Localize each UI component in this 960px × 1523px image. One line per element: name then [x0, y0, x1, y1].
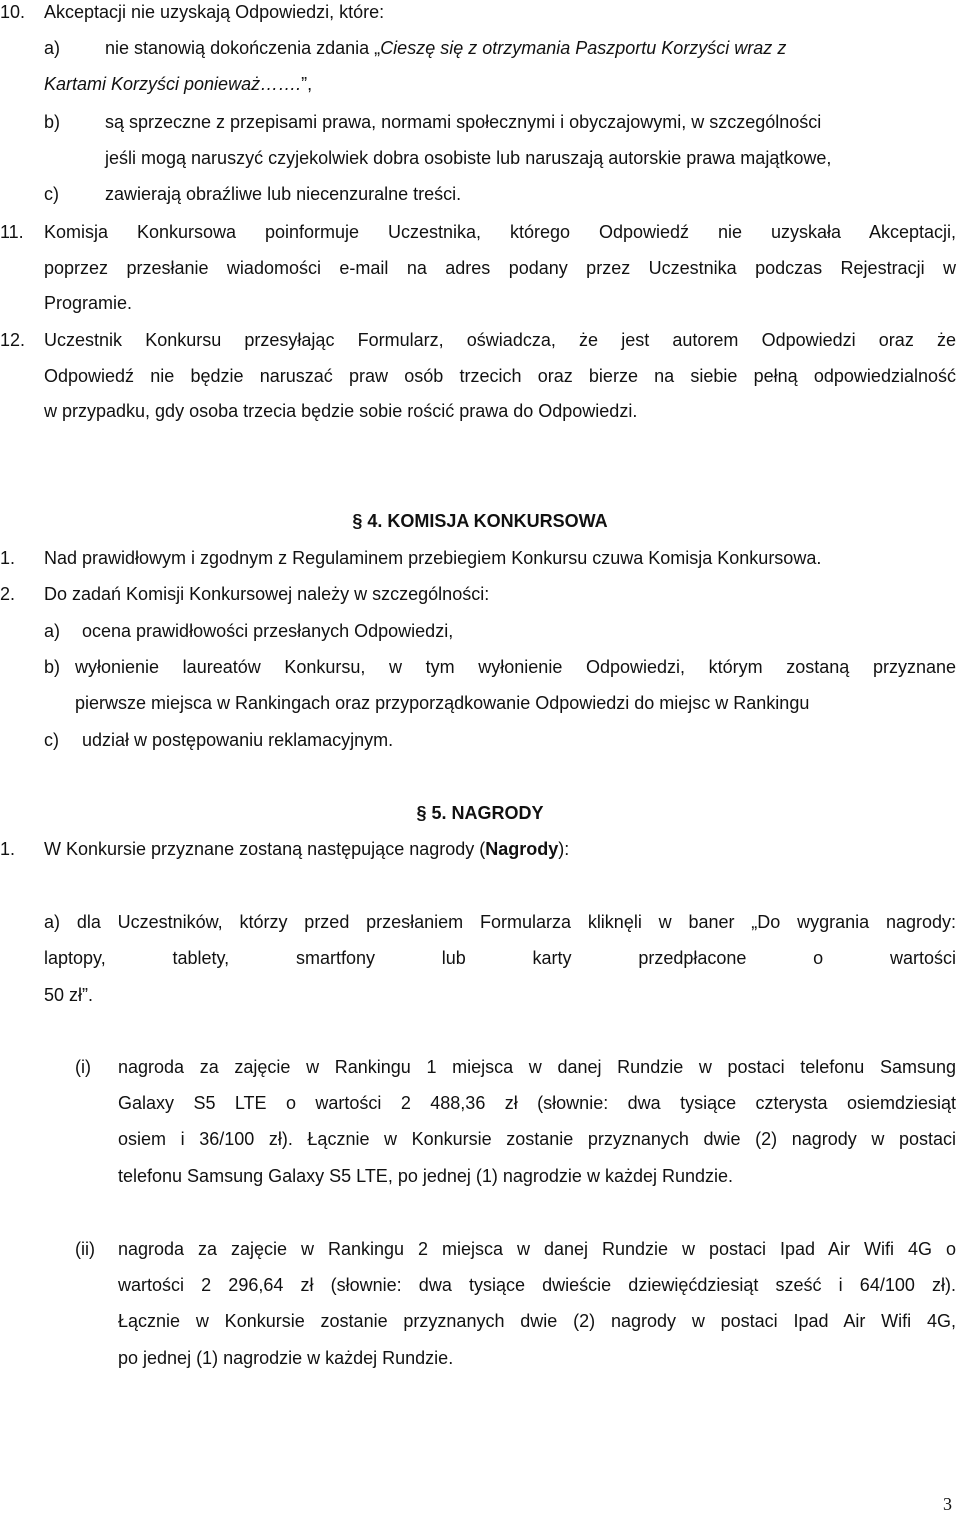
list-label: b) — [44, 112, 61, 132]
item-number: 10. — [0, 2, 26, 22]
list-item-text: ocena prawidłowości przesłanych Odpowiedzi, — [82, 621, 454, 641]
list-label: (i) — [75, 1057, 91, 1077]
item-number: 2. — [0, 584, 16, 604]
list-label: c) — [44, 184, 59, 204]
item-number: 12. — [0, 330, 26, 350]
list-item-text: zawierają obraźliwe lub niecenzuralne treści. — [105, 184, 462, 204]
item-text-cont: Odpowiedź nie będzie naruszać praw osób trzecich oraz bierze na siebie pełną odpowiedzialność — [44, 366, 956, 386]
item-number: 11. — [0, 222, 24, 242]
list-item-text: nie stanowią dokończenia zdania „Cieszę się z otrzymania Paszportu Korzyści wraz z — [105, 38, 787, 58]
item-text: Do zadań Komisji Konkursowej należy w szczególności: — [44, 584, 490, 604]
item-text: Akceptacji nie uzyskają Odpowiedzi, które: — [44, 2, 385, 22]
prize-item-text: nagroda za zajęcie w Rankingu 2 miejsca w danej Rundzie w postaci Ipad Air Wifi 4G o — [118, 1239, 956, 1259]
prize-item-text: nagroda za zajęcie w Rankingu 1 miejsca w danej Rundzie w postaci telefonu Samsung — [118, 1057, 956, 1077]
list-item-text: udział w postępowaniu reklamacyjnym. — [82, 730, 394, 750]
list-label: b) — [44, 657, 61, 677]
list-label: a) — [44, 621, 61, 641]
prize-item-text-cont: telefonu Samsung Galaxy S5 LTE, po jednej (1) nagrodzie w każdej Rundzie. — [118, 1166, 734, 1186]
prize-paragraph-cont: 50 zł”. — [44, 985, 94, 1005]
prize-item-text-cont: Galaxy S5 LTE o wartości 2 488,36 zł (słownie: dwa tysiące czterysta osiemdziesiąt — [118, 1093, 956, 1113]
prize-paragraph: a) dla Uczestników, którzy przed przesłaniem Formularza kliknęli w baner „Do wygrania nagrody: — [44, 912, 956, 932]
page-number: 3 — [943, 1494, 952, 1514]
item-text: W Konkursie przyznane zostaną następujące nagrody (Nagrody): — [44, 839, 570, 859]
item-text-cont: Programie. — [44, 293, 133, 313]
item-text: Komisja Konkursowa poinformuje Uczestnika, którego Odpowiedź nie uzyskała Akceptacji, — [44, 222, 956, 242]
list-label: c) — [44, 730, 59, 750]
item-text-cont: poprzez przesłanie wiadomości e-mail na adres podany przez Uczestnika podczas Rejestracji w — [44, 258, 956, 278]
list-label: a) — [44, 38, 61, 58]
item-number: 1. — [0, 839, 16, 859]
prize-item-text-cont: po jednej (1) nagrodzie w każdej Rundzie. — [118, 1348, 454, 1368]
item-text: Nad prawidłowym i zgodnym z Regulaminem przebiegiem Konkursu czuwa Komisja Konkursowa. — [44, 548, 822, 568]
list-item-text: wyłonienie laureatów Konkursu, w tym wyłonienie Odpowiedzi, którym zostaną przyznane — [75, 657, 956, 677]
prize-item-text-cont: osiem i 36/100 zł). Łącznie w Konkursie zostanie przyznanych dwie (2) nagrody w postaci — [118, 1129, 956, 1149]
list-item-text-cont: jeśli mogą naruszyć czyjekolwiek dobra osobiste lub naruszają autorskie prawa majątkowe, — [105, 148, 832, 168]
list-label: (ii) — [75, 1239, 95, 1259]
section-heading: § 4. KOMISJA KONKURSOWA — [352, 511, 608, 531]
item-number: 1. — [0, 548, 16, 568]
list-item-text-cont: pierwsze miejsca w Rankingach oraz przyporządkowanie Odpowiedzi do miejsc w Rankingu — [75, 693, 810, 713]
prize-item-text-cont: wartości 2 296,64 zł (słownie: dwa tysiące dwieście dziewięćdziesiąt sześć i 64/100 zł). — [118, 1275, 956, 1295]
item-text-cont: w przypadku, gdy osoba trzecia będzie sobie rościć prawa do Odpowiedzi. — [44, 401, 638, 421]
prize-paragraph-cont: laptopy, tablety, smartfony lub karty przedpłacone o wartości — [44, 948, 956, 968]
list-item-text: są sprzeczne z przepisami prawa, normami społecznymi i obyczajowymi, w szczególności — [105, 112, 822, 132]
item-text: Uczestnik Konkursu przesyłając Formularz, oświadcza, że jest autorem Odpowiedzi oraz że — [44, 330, 956, 350]
section-heading: § 5. NAGRODY — [416, 803, 544, 823]
list-item-text-cont: Kartami Korzyści ponieważ…….”, — [44, 74, 313, 94]
prize-item-text-cont: Łącznie w Konkursie zostanie przyznanych dwie (2) nagrody w postaci Ipad Air Wifi 4G, — [118, 1311, 956, 1331]
